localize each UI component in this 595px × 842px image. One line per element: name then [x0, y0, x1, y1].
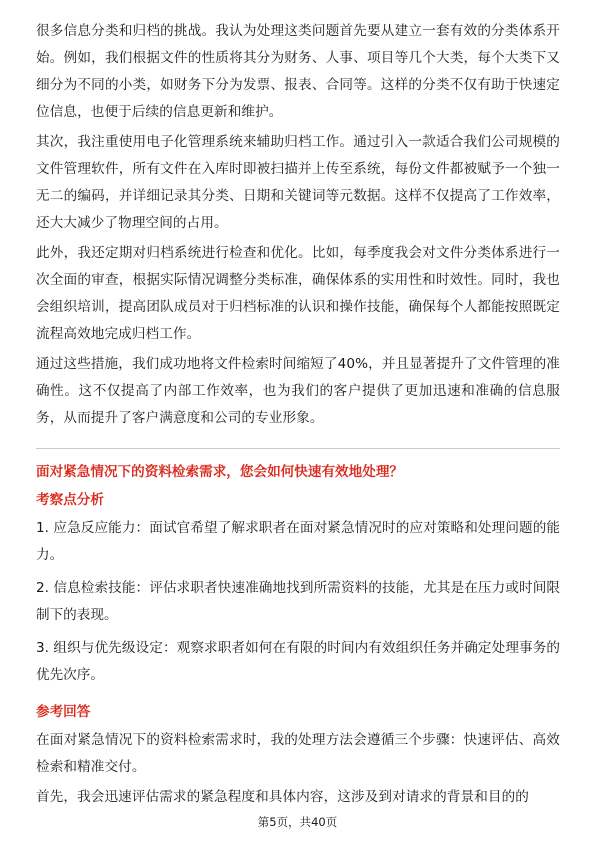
interview-question: 面对紧急情况下的资料检索需求，您会如何快速有效地处理？ — [36, 464, 404, 480]
body-paragraph: 通过这些措施，我们成功地将文件检索时间缩短了40%，并且显著提升了文件管理的准确性。这不仅提高了内部工作效率，也为我们的客户提供了更加迅速和准确的信息服务，从而提升了客户满意度和公司的专业形象。 — [36, 356, 560, 426]
body-paragraph: 此外，我还定期对归档系统进行检查和优化。比如，每季度我会对文件分类体系进行一次全面的审查，根据实际情况调整分类标准，确保体系的实用性和时效性。同时，我也会组织培训，提高团队成员对于归档标准的认识和操作技能，确保每个人都能按照既定流程高效地完成归档工作。 — [36, 245, 560, 342]
section-divider — [36, 448, 560, 449]
analysis-point: 1. 应急反应能力：面试官希望了解求职者在面对紧急情况时的应对策略和处理问题的能力。 — [36, 520, 560, 563]
page-number-footer: 第5页，共40页 — [257, 815, 338, 829]
body-paragraph: 很多信息分类和归档的挑战。我认为处理这类问题首先要从建立一套有效的分类体系开始。例如，我们根据文件的性质将其分为财务、人事、项目等几个大类，每个大类下又细分为不同的小类，如财务下分为发票、报表、合同等。这样的分类不仅有助于快速定位信息，也便于后续的信息更新和维护。 — [36, 23, 560, 120]
analysis-point: 3. 组织与优先级设定：观察求职者如何在有限的时间内有效组织任务并确定处理事务的优先次序。 — [36, 640, 560, 683]
page-content — [36, 18, 560, 811]
analysis-heading: 考察点分析 — [36, 492, 104, 508]
answer-paragraph: 在面对紧急情况下的资料检索需求时，我的处理方法会遵循三个步骤：快速评估、高效检索和精准交付。 — [36, 732, 560, 775]
body-paragraph: 其次，我注重使用电子化管理系统来辅助归档工作。通过引入一款适合我们公司规模的文件管理软件，所有文件在入库时即被扫描并上传至系统，每份文件都被赋予一个独一无二的编码，并详细记录其分类、日期和关键词等元数据。这样不仅提高了工作效率，还大大减少了物理空间的占用。 — [36, 134, 560, 231]
answer-paragraph: 首先，我会迅速评估需求的紧急程度和具体内容，这涉及到对请求的背景和目的的 — [36, 789, 529, 805]
answer-heading: 参考回答 — [36, 704, 91, 720]
analysis-point: 2. 信息检索技能：评估求职者快速准确地找到所需资料的技能，尤其是在压力或时间限制下的表现。 — [36, 580, 560, 623]
